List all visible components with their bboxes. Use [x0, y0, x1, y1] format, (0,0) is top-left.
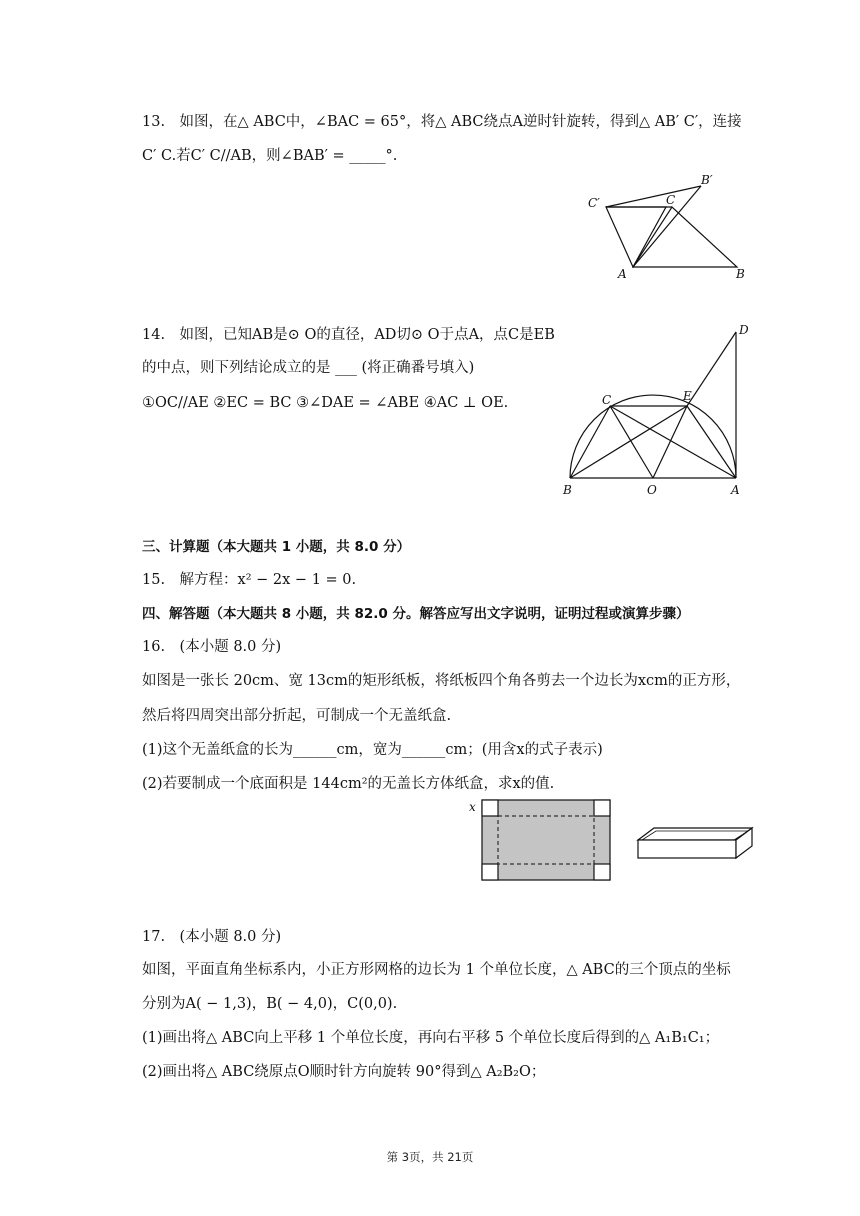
q16-open-box-figure — [634, 824, 758, 864]
page-footer: 第 3页，共 21页 — [386, 1150, 474, 1164]
q17-line-4: (2)画出将△ ABC绕原点O顺时针方向旋转 90°得到△ A₂B₂O； — [142, 1064, 546, 1080]
label-b: B — [736, 267, 745, 281]
q17-header: 17. (本小题 8.0 分) — [142, 929, 282, 945]
q13-rotation-figure — [580, 170, 760, 288]
q17-line-2: 分别为A( − 1,3)，B( − 4,0)，C(0,0). — [142, 996, 398, 1012]
label-c: C — [666, 193, 676, 207]
label-c-prime: C′ — [588, 196, 600, 210]
label-a: A — [618, 267, 627, 281]
q14-line-3: ①OC//AE ②EC = BC ③∠DAE = ∠ABE ④AC ⊥ OE. — [142, 395, 509, 411]
q15-text: 15. 解方程：x² − 2x − 1 = 0. — [142, 572, 357, 588]
q13-line-2: C′ C.若C′ C//AB，则∠BAB′ = _____°. — [142, 148, 398, 164]
q16-cardboard-figure — [466, 794, 620, 886]
q14-semicircle-figure — [555, 318, 760, 503]
label-e: E — [683, 389, 692, 403]
q16-line-3: (1)这个无盖纸盒的长为______cm，宽为______cm；(用含x的式子表示) — [142, 742, 603, 758]
q16-line-4: (2)若要制成一个底面积是 144cm²的无盖长方体纸盒，求x的值. — [142, 776, 555, 792]
q16-line-1: 如图是一张长 20cm、宽 13cm的矩形纸板，将纸板四个角各剪去一个边长为xcm的正方形， — [142, 673, 741, 689]
q16-line-2: 然后将四周突出部分折起，可制成一个无盖纸盒. — [142, 708, 452, 724]
q14-line-1: 14. 如图，已知AB是⊙ O的直径，AD切⊙ O于点A，点C是EB — [142, 327, 555, 343]
label-d: D — [739, 323, 749, 337]
q17-line-1: 如图，平面直角坐标系内，小正方形网格的边长为 1 个单位长度，△ ABC的三个顶点的坐标 — [142, 962, 731, 978]
label-x: x — [469, 800, 476, 814]
label-a: A — [731, 483, 740, 497]
section-3-heading: 三、计算题（本大题共 1 小题，共 8.0 分） — [142, 539, 411, 555]
section-4-heading: 四、解答题（本大题共 8 小题，共 82.0 分。解答应写出文字说明，证明过程或演算步骤） — [142, 606, 690, 622]
q14-line-2: 的中点，则下列结论成立的是 ___ (将正确番号填入) — [142, 360, 475, 376]
q16-header: 16. (本小题 8.0 分) — [142, 639, 282, 655]
label-o: O — [647, 483, 657, 497]
label-c: C — [602, 393, 612, 407]
q17-line-3: (1)画出将△ ABC向上平移 1 个单位长度，再向右平移 5 个单位长度后得到的△ A₁B₁C₁； — [142, 1030, 720, 1046]
label-b-prime: B′ — [701, 173, 713, 187]
label-b: B — [563, 483, 572, 497]
q13-line-1: 13. 如图，在△ ABC中，∠BAC = 65°，将△ ABC绕点A逆时针旋转，得到△ AB′ C′，连接 — [142, 114, 742, 130]
